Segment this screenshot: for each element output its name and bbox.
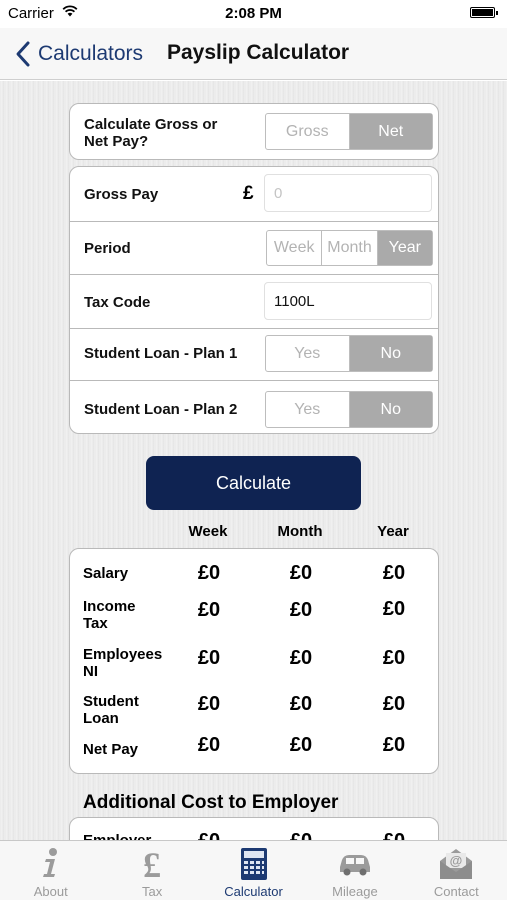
segment-no[interactable]: No bbox=[349, 336, 433, 371]
svg-text:£: £ bbox=[143, 845, 162, 885]
result-value: £0 bbox=[382, 647, 406, 669]
segment-month[interactable]: Month bbox=[321, 231, 376, 265]
result-value: £0 bbox=[382, 562, 406, 584]
result-value: £0 bbox=[382, 734, 406, 756]
period-segmented-control[interactable] bbox=[266, 230, 433, 266]
tax-code-input[interactable]: 1100L bbox=[264, 282, 432, 320]
result-value: £0 bbox=[197, 599, 221, 621]
result-value: £0 bbox=[382, 693, 406, 715]
student-loan-1-label: Student Loan - Plan 1 bbox=[84, 345, 238, 362]
calculator-icon bbox=[240, 847, 268, 881]
tab-calculator[interactable] bbox=[203, 841, 304, 900]
segment-yes[interactable]: Yes bbox=[294, 344, 321, 362]
result-value: £0 bbox=[197, 562, 221, 584]
result-label: Salary bbox=[83, 565, 129, 582]
calc-type-label: Calculate Gross or Net Pay? bbox=[84, 116, 218, 150]
segment-week[interactable]: Week bbox=[273, 239, 315, 256]
result-value: £0 bbox=[197, 693, 221, 715]
period-label: Period bbox=[84, 240, 131, 257]
results-card bbox=[69, 548, 439, 774]
main-content[interactable] bbox=[0, 81, 507, 840]
status-bar bbox=[0, 0, 507, 28]
result-value: £0 bbox=[289, 647, 313, 669]
result-value: £0 bbox=[289, 599, 313, 621]
segment-yes[interactable]: Yes bbox=[294, 400, 321, 418]
gross-pay-row bbox=[70, 167, 438, 221]
svg-text:@: @ bbox=[449, 853, 463, 868]
result-value: £0 bbox=[197, 647, 221, 669]
column-header-week: Week bbox=[188, 523, 228, 540]
segment-year[interactable]: Year bbox=[377, 231, 432, 265]
tab-contact[interactable] bbox=[406, 841, 507, 900]
calc-type-segmented-control[interactable] bbox=[265, 113, 433, 150]
tab-label: About bbox=[33, 884, 68, 899]
pound-icon bbox=[139, 845, 165, 885]
tax-code-row bbox=[70, 274, 438, 328]
back-button-label: Calculators bbox=[38, 42, 144, 65]
result-value: £0 bbox=[289, 693, 313, 715]
tab-label: Contact bbox=[433, 884, 479, 899]
result-label: Student Loan bbox=[83, 693, 139, 727]
segment-gross[interactable]: Gross bbox=[285, 122, 329, 140]
period-row bbox=[70, 221, 438, 274]
student-loan-1-row bbox=[70, 328, 438, 380]
segment-no[interactable]: No bbox=[349, 392, 433, 427]
calc-type-card bbox=[69, 103, 439, 160]
car-icon bbox=[337, 847, 373, 879]
result-value: £0 bbox=[197, 734, 221, 756]
tab-label: Mileage bbox=[332, 884, 378, 899]
student-loan-1-segmented-control[interactable] bbox=[265, 335, 433, 372]
student-loan-2-row bbox=[70, 380, 438, 433]
carrier-label: Carrier bbox=[8, 5, 54, 22]
column-header-year: Year bbox=[377, 523, 409, 540]
column-header-month: Month bbox=[277, 523, 323, 540]
inputs-card bbox=[69, 166, 439, 434]
tab-about[interactable] bbox=[0, 841, 101, 900]
result-value: £0 bbox=[382, 598, 406, 620]
section-title: Additional Cost to Employer bbox=[83, 792, 339, 813]
envelope-icon bbox=[438, 847, 474, 881]
result-value: £0 bbox=[289, 562, 313, 584]
segment-net[interactable]: Net bbox=[349, 114, 433, 149]
gross-pay-label: Gross Pay bbox=[84, 186, 159, 203]
result-label: Employees NI bbox=[83, 646, 163, 680]
gross-pay-input[interactable]: 0 bbox=[264, 174, 432, 212]
battery-icon bbox=[470, 7, 495, 18]
student-loan-2-label: Student Loan - Plan 2 bbox=[84, 401, 238, 418]
tab-tax[interactable] bbox=[101, 841, 202, 900]
result-label: Income Tax bbox=[83, 598, 136, 632]
status-time: 2:08 PM bbox=[225, 5, 282, 22]
result-label: Net Pay bbox=[83, 741, 139, 758]
tax-code-label: Tax Code bbox=[84, 294, 151, 311]
tab-bar bbox=[0, 840, 507, 900]
currency-symbol: £ bbox=[243, 183, 254, 204]
result-value: £0 bbox=[289, 734, 313, 756]
tab-label: Tax bbox=[141, 884, 163, 899]
tab-label: Calculator bbox=[224, 884, 283, 899]
info-icon bbox=[40, 847, 62, 879]
calculate-button[interactable]: Calculate bbox=[146, 456, 361, 510]
student-loan-2-segmented-control[interactable] bbox=[265, 391, 433, 428]
tab-mileage[interactable] bbox=[304, 841, 405, 900]
navigation-bar bbox=[0, 28, 507, 80]
page-title: Payslip Calculator bbox=[167, 41, 350, 64]
back-button[interactable] bbox=[14, 40, 143, 68]
chevron-left-icon bbox=[14, 41, 32, 67]
